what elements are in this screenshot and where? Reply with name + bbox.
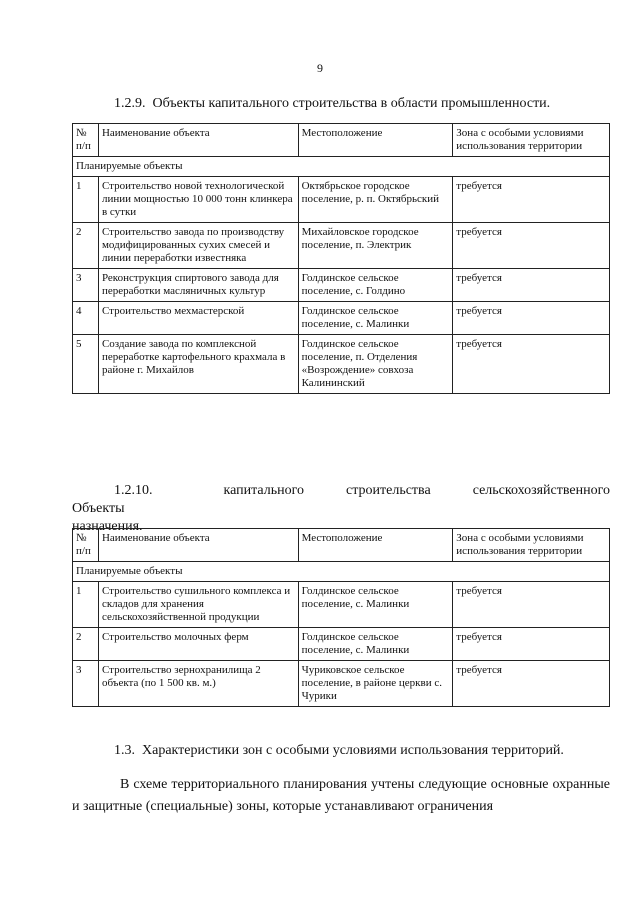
group-label: Планируемые объекты xyxy=(73,157,610,177)
group-label: Планируемые объекты xyxy=(73,562,610,582)
cell-zone: требуется xyxy=(453,582,610,628)
header-cell-zone: Зона с особыми условиями использования территории xyxy=(453,529,610,562)
industry-objects-table xyxy=(72,123,610,394)
heading-line-2: назначения. xyxy=(72,519,143,534)
table-row xyxy=(73,223,610,269)
header-cell-number: № п/п xyxy=(73,124,99,157)
header-cell-name: Наименование объекта xyxy=(98,529,298,562)
cell-zone: требуется xyxy=(453,177,610,223)
cell-name: Строительство мехмастерской xyxy=(98,302,298,335)
cell-name: Строительство сушильного комплекса и складов для хранения сельскохозяйственной продукции xyxy=(98,582,298,628)
cell-location: Голдинское сельское поселение, с. Малинки xyxy=(298,582,453,628)
header-cell-name: Наименование объекта xyxy=(98,124,298,157)
cell-location: Михайловское городское поселение, п. Электрик xyxy=(298,223,453,269)
header-cell-zone: Зона с особыми условиями использования территории xyxy=(453,124,610,157)
cell-name: Строительство завода по производству модифицированных сухих смесей и линии переработки известняка xyxy=(98,223,298,269)
cell-zone: требуется xyxy=(453,661,610,707)
heading-word: строительства xyxy=(346,483,431,498)
cell-location: Голдинское сельское поселение, с. Малинки xyxy=(298,628,453,661)
cell-number: 1 xyxy=(73,582,99,628)
cell-name: Строительство зернохранилища 2 объекта (по 1 500 кв. м.) xyxy=(98,661,298,707)
heading-word: 1.2.10. Объекты xyxy=(72,483,153,516)
cell-number: 3 xyxy=(73,269,99,302)
table-group-row xyxy=(73,562,610,582)
heading-word: капитального xyxy=(223,483,305,498)
table-row xyxy=(73,582,610,628)
header-cell-location: Местоположение xyxy=(298,124,453,157)
table-row xyxy=(73,335,610,394)
table-row xyxy=(73,269,610,302)
agriculture-objects-table xyxy=(72,528,610,707)
cell-number: 4 xyxy=(73,302,99,335)
section-heading-industry: 1.2.9. Объекты капитального строительства в области промышленности. xyxy=(114,96,551,111)
cell-location: Голдинское сельское поселение, с. Малинки xyxy=(298,302,453,335)
heading-line-1 xyxy=(72,482,610,518)
cell-zone: требуется xyxy=(453,269,610,302)
section-heading-zones: 1.3. Характеристики зон с особыми условиями использования территорий. xyxy=(114,743,564,758)
cell-name: Реконструкция спиртового завода для переработки масляничных культур xyxy=(98,269,298,302)
cell-name: Строительство молочных ферм xyxy=(98,628,298,661)
body-paragraph: В схеме территориального планирования учтены следующие основные охранные и защитные (специальные) зоны, которые устанавливают ограничения xyxy=(72,777,610,814)
cell-location: Голдинское сельское поселение, п. Отделения «Возрождение» совхоза Калининский xyxy=(298,335,453,394)
cell-number: 2 xyxy=(73,223,99,269)
page-number: 9 xyxy=(317,61,323,75)
cell-number: 2 xyxy=(73,628,99,661)
cell-location: Чуриковское сельское поселение, в районе церкви с. Чурики xyxy=(298,661,453,707)
table-header-row xyxy=(73,529,610,562)
header-cell-location: Местоположение xyxy=(298,529,453,562)
cell-zone: требуется xyxy=(453,223,610,269)
heading-word: сельскохозяйственного xyxy=(472,483,610,498)
cell-number: 5 xyxy=(73,335,99,394)
cell-name: Создание завода по комплексной переработке картофельного крахмала в районе г. Михайлов xyxy=(98,335,298,394)
table-row xyxy=(73,661,610,707)
header-cell-number: № п/п xyxy=(73,529,99,562)
cell-number: 1 xyxy=(73,177,99,223)
cell-location: Октябрьское городское поселение, р. п. Октябрьский xyxy=(298,177,453,223)
cell-zone: требуется xyxy=(453,628,610,661)
table-header-row xyxy=(73,124,610,157)
cell-zone: требуется xyxy=(453,302,610,335)
cell-zone: требуется xyxy=(453,335,610,394)
table-group-row xyxy=(73,157,610,177)
table-row xyxy=(73,302,610,335)
table-row xyxy=(73,628,610,661)
cell-location: Голдинское сельское поселение, с. Голдино xyxy=(298,269,453,302)
table-row xyxy=(73,177,610,223)
cell-name: Строительство новой технологической линии мощностью 10 000 тонн клинкера в сутки xyxy=(98,177,298,223)
cell-number: 3 xyxy=(73,661,99,707)
